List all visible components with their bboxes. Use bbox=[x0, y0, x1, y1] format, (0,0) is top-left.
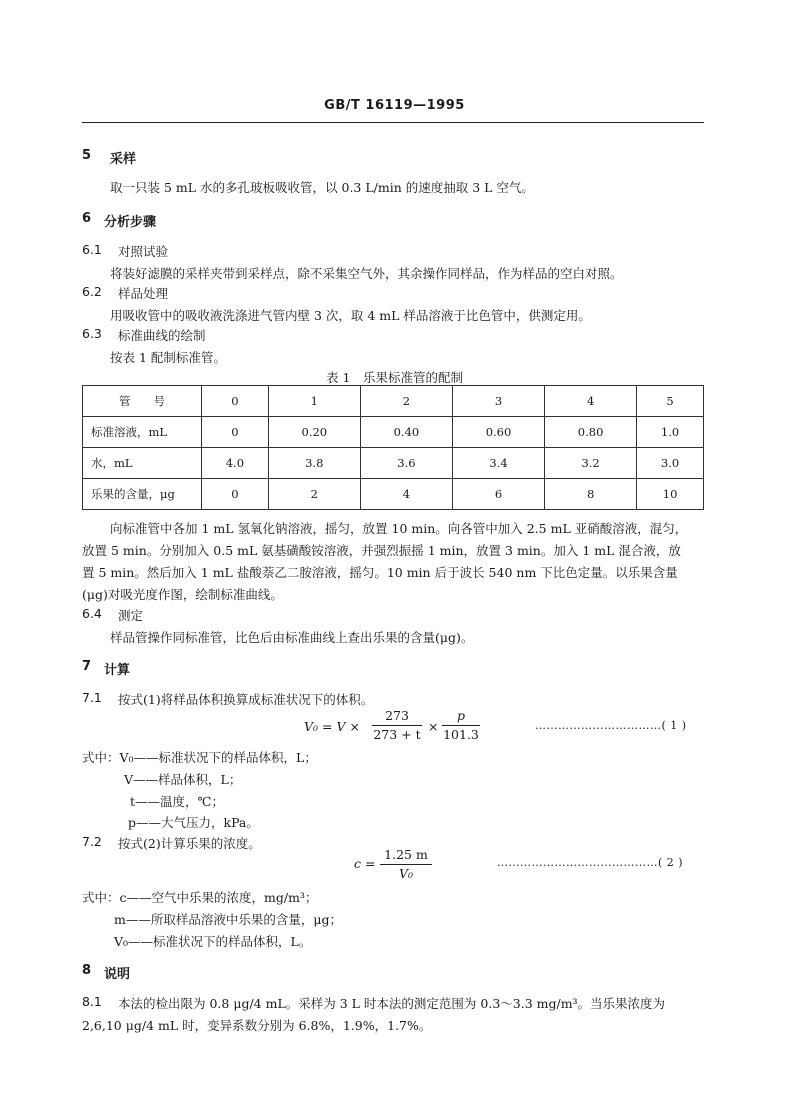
equation-denominator: 101.3 bbox=[443, 727, 479, 742]
paragraph: 将装好滤膜的采样夹带到采样点，除不采集空气外，其余操作同样品，作为样品的空白对照。 bbox=[110, 266, 623, 281]
paragraph-line: 放置 5 min。分别加入 0.5 mL 氨基磺酸铵溶液，并强烈振摇 1 min，放置 3 min。加入 1 mL 混合液，放 bbox=[82, 543, 681, 558]
paragraph-line: 置 5 min。然后加入 1 mL 盐酸萘乙二胺溶液，摇匀。10 min 后于波长 540 nm 下比色定量。以乐果含量 bbox=[82, 565, 678, 580]
table-cell: 3.6 bbox=[360, 448, 452, 479]
paragraph: 按式(2)计算乐果的浓度。 bbox=[118, 836, 261, 851]
equation-number: ……………………………( 1 ) bbox=[535, 719, 687, 732]
equation-lhs: c = bbox=[354, 856, 376, 871]
table-cell: 0.80 bbox=[545, 417, 637, 448]
subsection-title: 对照试验 bbox=[118, 244, 169, 259]
subsection-number: 6.1 bbox=[82, 242, 102, 257]
subsection-title: 测定 bbox=[118, 608, 144, 623]
subsection-title: 样品处理 bbox=[118, 286, 169, 301]
variable-definition: p——大气压力，kPa。 bbox=[128, 815, 259, 830]
paragraph: 按表 1 配制标准管。 bbox=[110, 350, 226, 365]
table-row bbox=[83, 417, 704, 448]
table-cell: 1.0 bbox=[637, 417, 704, 448]
page-header: GB/T 16119—1995 bbox=[324, 98, 465, 113]
header-rule bbox=[82, 122, 704, 123]
subsection-number: 6.2 bbox=[82, 284, 102, 299]
subsection-number: 8.1 bbox=[82, 994, 102, 1009]
subsection-number: 6.3 bbox=[82, 326, 102, 341]
table-cell: 0.60 bbox=[452, 417, 544, 448]
table-cell: 3.8 bbox=[268, 448, 360, 479]
subsection-title: 标准曲线的绘制 bbox=[118, 328, 206, 343]
equation-numerator: p bbox=[456, 708, 465, 723]
table-cell: 0 bbox=[202, 479, 269, 510]
paragraph-line: (μg)对吸光度作图，绘制标准曲线。 bbox=[82, 587, 283, 602]
table-cell: 4 bbox=[545, 386, 637, 417]
table-cell: 5 bbox=[637, 386, 704, 417]
table-cell: 标准溶液，mL bbox=[83, 417, 202, 448]
paragraph: 样品管操作同标准管，比色后由标准曲线上查出乐果的含量(μg)。 bbox=[110, 630, 474, 645]
table-cell: 0.20 bbox=[268, 417, 360, 448]
equation-numerator: 1.25 m bbox=[384, 847, 428, 862]
section-title: 说明 bbox=[104, 967, 131, 982]
table-row bbox=[83, 479, 704, 510]
table-cell: 管 号 bbox=[83, 386, 202, 417]
paragraph: 用吸收管中的吸收液洗涤进气管内壁 3 次，取 4 mL 样品溶液于比色管中，供测定用。 bbox=[110, 308, 591, 323]
table-cell: 1 bbox=[268, 386, 360, 417]
variable-definition: 式中：V₀——标准状况下的样品体积，L； bbox=[82, 750, 317, 765]
table-cell: 0 bbox=[202, 417, 269, 448]
variable-definition: V——样品体积，L； bbox=[124, 772, 242, 787]
table-cell: 0 bbox=[202, 386, 269, 417]
table-row bbox=[83, 448, 704, 479]
equation-operator: × bbox=[428, 719, 439, 734]
fraction-bar bbox=[380, 864, 432, 865]
section-title: 采样 bbox=[110, 152, 137, 167]
table-cell: 乐果的含量，μg bbox=[83, 479, 202, 510]
section-number: 7 bbox=[82, 659, 92, 674]
table-cell: 0.40 bbox=[360, 417, 452, 448]
table-cell: 8 bbox=[545, 479, 637, 510]
section-number: 5 bbox=[82, 148, 92, 163]
paragraph-line: 2,6,10 μg/4 mL 时，变异系数分别为 6.8%，1.9%，1.7%。 bbox=[82, 1018, 432, 1033]
table-cell: 3.0 bbox=[637, 448, 704, 479]
section-number: 8 bbox=[82, 963, 92, 978]
equation-denominator: 273 + t bbox=[373, 727, 421, 742]
table-cell: 4 bbox=[360, 479, 452, 510]
table-cell: 10 bbox=[637, 479, 704, 510]
paragraph-line: 向标准管中各加 1 mL 氢氧化钠溶液，摇匀，放置 10 min。向各管中加入 2.5 mL 亚硝酸溶液，混匀， bbox=[110, 521, 688, 536]
table-cell: 3.2 bbox=[545, 448, 637, 479]
table-cell: 4.0 bbox=[202, 448, 269, 479]
equation-number: ……………………………………( 2 ) bbox=[497, 856, 684, 869]
table-cell: 2 bbox=[360, 386, 452, 417]
paragraph: 按式(1)将样品体积换算成标准状况下的体积。 bbox=[118, 692, 374, 707]
table-cell: 3 bbox=[452, 386, 544, 417]
variable-definition: m——所取样品溶液中乐果的含量，μg； bbox=[114, 912, 342, 927]
table-caption: 表 1 乐果标准管的配制 bbox=[326, 370, 463, 385]
subsection-number: 7.1 bbox=[82, 690, 102, 705]
standard-tubes-table bbox=[82, 385, 704, 510]
table-cell: 3.4 bbox=[452, 448, 544, 479]
table-cell: 2 bbox=[268, 479, 360, 510]
subsection-number: 7.2 bbox=[82, 834, 102, 849]
section-title: 计算 bbox=[104, 663, 131, 678]
variable-definition: t——温度，℃； bbox=[130, 794, 225, 809]
variable-definition: V₀——标准状况下的样品体积，L。 bbox=[114, 934, 312, 949]
table-cell: 6 bbox=[452, 479, 544, 510]
paragraph-line: 本法的检出限为 0.8 μg/4 mL。采样为 3 L 时本法的测定范围为 0.3～3.3 mg/m³。当乐果浓度为 bbox=[118, 996, 666, 1011]
fraction-bar bbox=[442, 725, 480, 726]
table-cell: 水，mL bbox=[83, 448, 202, 479]
equation-numerator: 273 bbox=[385, 708, 409, 723]
fraction-bar bbox=[372, 725, 422, 726]
subsection-number: 6.4 bbox=[82, 606, 102, 621]
variable-definition: 式中：c——空气中乐果的浓度，mg/m³； bbox=[82, 890, 318, 905]
section-number: 6 bbox=[82, 211, 92, 226]
equation-denominator: V₀ bbox=[398, 866, 414, 881]
paragraph: 取一只装 5 mL 水的多孔玻板吸收管，以 0.3 L/min 的速度抽取 3 L 空气。 bbox=[110, 180, 534, 195]
section-title: 分析步骤 bbox=[104, 215, 157, 230]
table-header-row bbox=[83, 386, 704, 417]
equation-lhs: V₀ = V × bbox=[304, 719, 360, 734]
